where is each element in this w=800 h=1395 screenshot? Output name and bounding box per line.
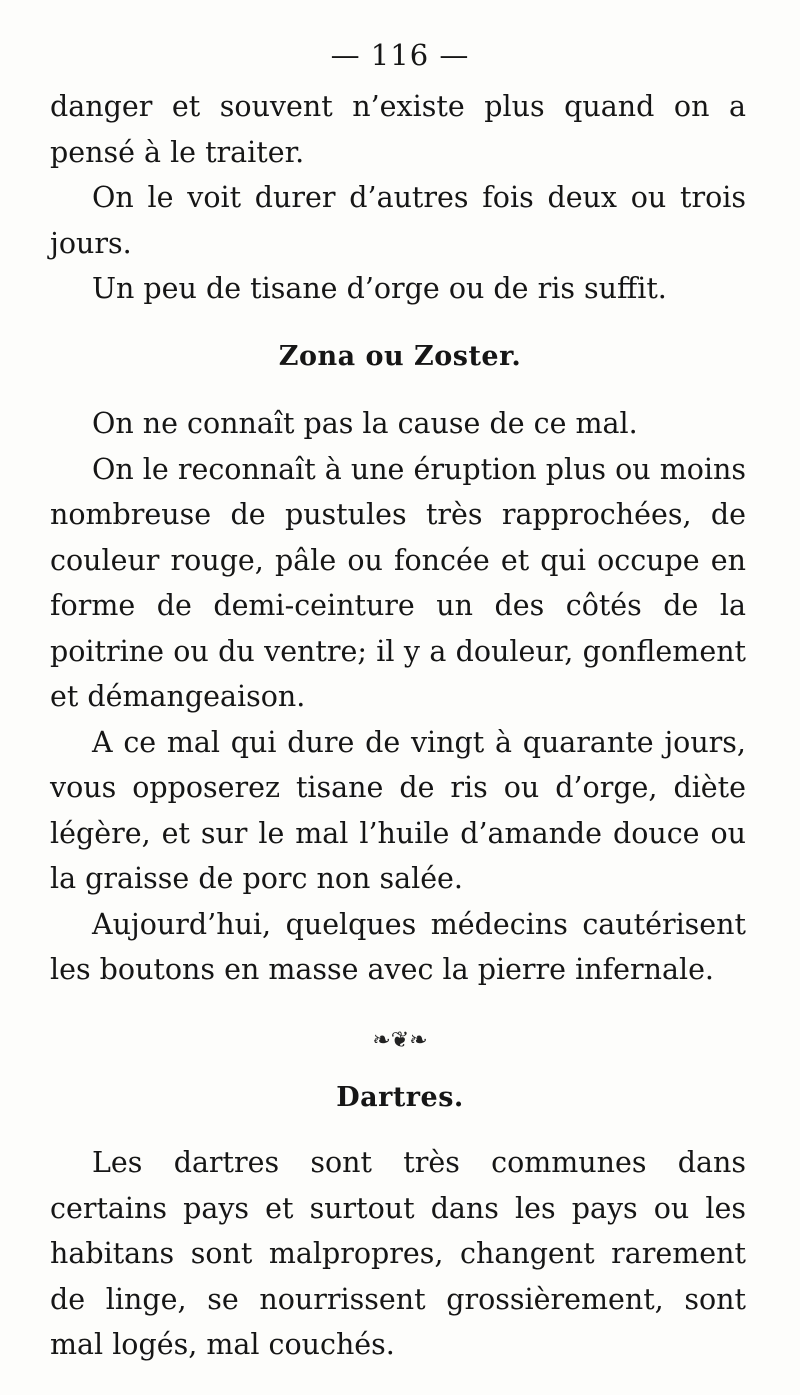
section-heading-zona: Zona ou Zoster. <box>278 341 522 372</box>
paragraph: On ne connaît pas la cause de ce mal. <box>92 407 638 440</box>
paragraph: Un peu de tisane d’orge ou de ris suffit. <box>92 272 667 305</box>
paragraph: On le voit durer d’autres fois deux ou trois jours. <box>50 181 746 260</box>
paragraph: On le reconnaît à une éruption plus ou moins nombreuse de pustules très rapprochées, de couleur rouge, pâle ou foncée et qui occupe en forme de demi-ceinture un des côtés de la poitrine ou du ventre; il y a douleur, gonflement et démangeaison. <box>50 452 746 713</box>
paragraph: danger et souvent n’existe plus quand on a pensé à le traiter. <box>50 90 746 169</box>
section-heading-dartres: Dartres. <box>336 1082 464 1113</box>
paragraph: Aujourd’hui, quelques médecins cautérisent les boutons en masse avec la pierre infernale. <box>50 907 746 986</box>
section-continuation <box>50 84 746 312</box>
paragraph: Les dartres sont très communes dans certains pays et surtout dans les pays ou les habitans sont malpropres, changent rarement de linge, se nourrissent grossièrement, sont mal logés, mal couchés. <box>50 1146 746 1361</box>
ornament-divider: ❧❦❧ <box>372 1028 428 1053</box>
section-dartres-body <box>50 1140 746 1368</box>
paragraph: A ce mal qui dure de vingt à quarante jours, vous opposerez tisane de ris ou d’orge, diète légère, et sur le mal l’huile d’amande douce ou la graisse de porc non salée. <box>50 725 746 895</box>
section-zona-body <box>50 401 746 993</box>
page-number: — 116 — <box>330 38 470 72</box>
